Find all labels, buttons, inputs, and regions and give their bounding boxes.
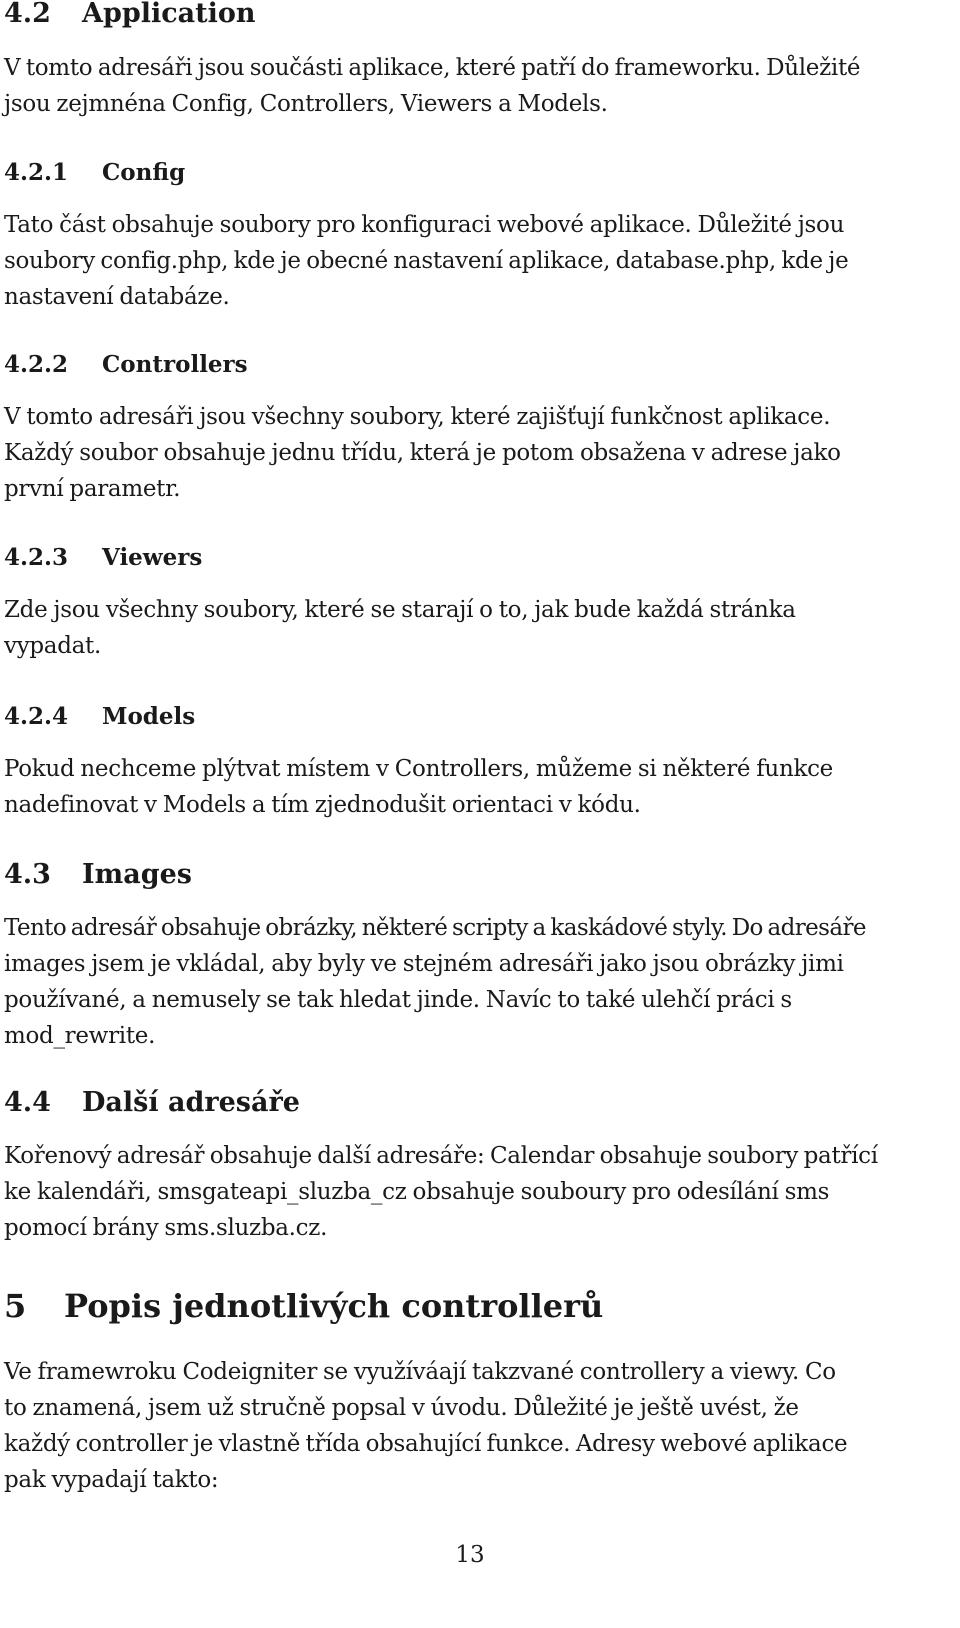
text-line: Ve framewroku Codeigniter se využíváají takzvané controllery a viewy. Co [4, 1359, 836, 1385]
section-heading-4-2 [4, 0, 942, 31]
text-line: Tento adresář obsahuje obrázky, některé scripty a kaskádové styly. Do adresáře [4, 915, 866, 941]
section-title: Models [102, 703, 196, 730]
section-heading-4-2-3 [4, 543, 942, 573]
section-number: 4.2.3 [4, 544, 69, 571]
text-line: Tato část obsahuje soubory pro konfiguraci webové aplikace. Důležité jsou [4, 212, 845, 238]
text-line: ke kalendáři, smsgateapi_sluzba_cz obsahuje souboury pro odesílání sms [4, 1179, 830, 1205]
chapter-title: Popis jednotlivých controllerů [64, 1287, 604, 1325]
text-line: každý controller je vlastně třída obsahující funkce. Adresy webové aplikace [4, 1431, 848, 1457]
text-line: první parametr. [4, 476, 181, 502]
text-line: soubory config.php, kde je obecné nastavení aplikace, database.php, kde je [4, 248, 849, 274]
section-title: Další adresáře [82, 1087, 300, 1118]
text-line: Každý soubor obsahuje jednu třídu, která je potom obsažena v adrese jako [4, 440, 841, 466]
text-line: Zde jsou všechny soubory, které se starají o to, jak bude každá stránka [4, 597, 796, 623]
paragraph-images [4, 910, 942, 1054]
section-number: 4.2.1 [4, 159, 69, 186]
section-title: Application [82, 0, 256, 29]
section-number: 4.3 [4, 859, 51, 890]
paragraph-controllers-description [4, 1354, 942, 1498]
text-line: vypadat. [4, 633, 102, 659]
section-heading-4-2-1 [4, 158, 942, 188]
section-number: 4.2 [4, 0, 51, 29]
section-title: Config [102, 159, 186, 186]
section-heading-4-2-4 [4, 702, 942, 732]
text-line: to znamená, jsem už stručně popsal v úvodu. Důležité je ještě uvést, že [4, 1395, 799, 1421]
text-line: nadefinovat v Models a tím zjednodušit orientaci v kódu. [4, 792, 641, 818]
text-line: jsou zejmnéna Config, Controllers, Viewers a Models. [4, 91, 608, 117]
paragraph-viewers [4, 592, 942, 664]
text-line: V tomto adresáři jsou všechny soubory, které zajišťují funkčnost aplikace. [4, 404, 831, 430]
paragraph-models [4, 751, 942, 823]
paragraph-application [4, 50, 942, 122]
text-line: Kořenový adresář obsahuje další adresáře: Calendar obsahuje soubory patřící [4, 1143, 878, 1169]
page-number: 13 [455, 1542, 485, 1568]
text-line: nastavení databáze. [4, 284, 230, 310]
text-line: images jsem je vkládal, aby byly ve stejném adresáři jako jsou obrázky jimi [4, 951, 844, 977]
chapter-number: 5 [4, 1287, 27, 1325]
text-line: používané, a nemusely se tak hledat jinde. Navíc to také ulehčí práci s [4, 987, 792, 1013]
section-number: 4.2.2 [4, 351, 69, 378]
section-heading-4-2-2 [4, 350, 942, 380]
section-title: Controllers [102, 351, 248, 378]
text-line: Pokud nechceme plýtvat místem v Controllers, můžeme si některé funkce [4, 756, 833, 782]
section-number: 4.2.4 [4, 703, 69, 730]
text-line: pak vypadají takto: [4, 1467, 219, 1493]
section-heading-4-3 [4, 858, 942, 892]
chapter-heading-5 [4, 1286, 942, 1326]
text-line: mod_rewrite. [4, 1023, 156, 1049]
section-number: 4.4 [4, 1087, 51, 1118]
paragraph-controllers [4, 399, 942, 507]
paragraph-config [4, 207, 942, 315]
paragraph-other-directories [4, 1138, 942, 1246]
section-heading-4-4 [4, 1086, 942, 1120]
text-line: pomocí brány sms.sluzba.cz. [4, 1215, 328, 1241]
section-title: Images [82, 859, 192, 890]
section-title: Viewers [102, 544, 203, 571]
text-line: V tomto adresáři jsou součásti aplikace, které patří do frameworku. Důležité [4, 55, 861, 81]
